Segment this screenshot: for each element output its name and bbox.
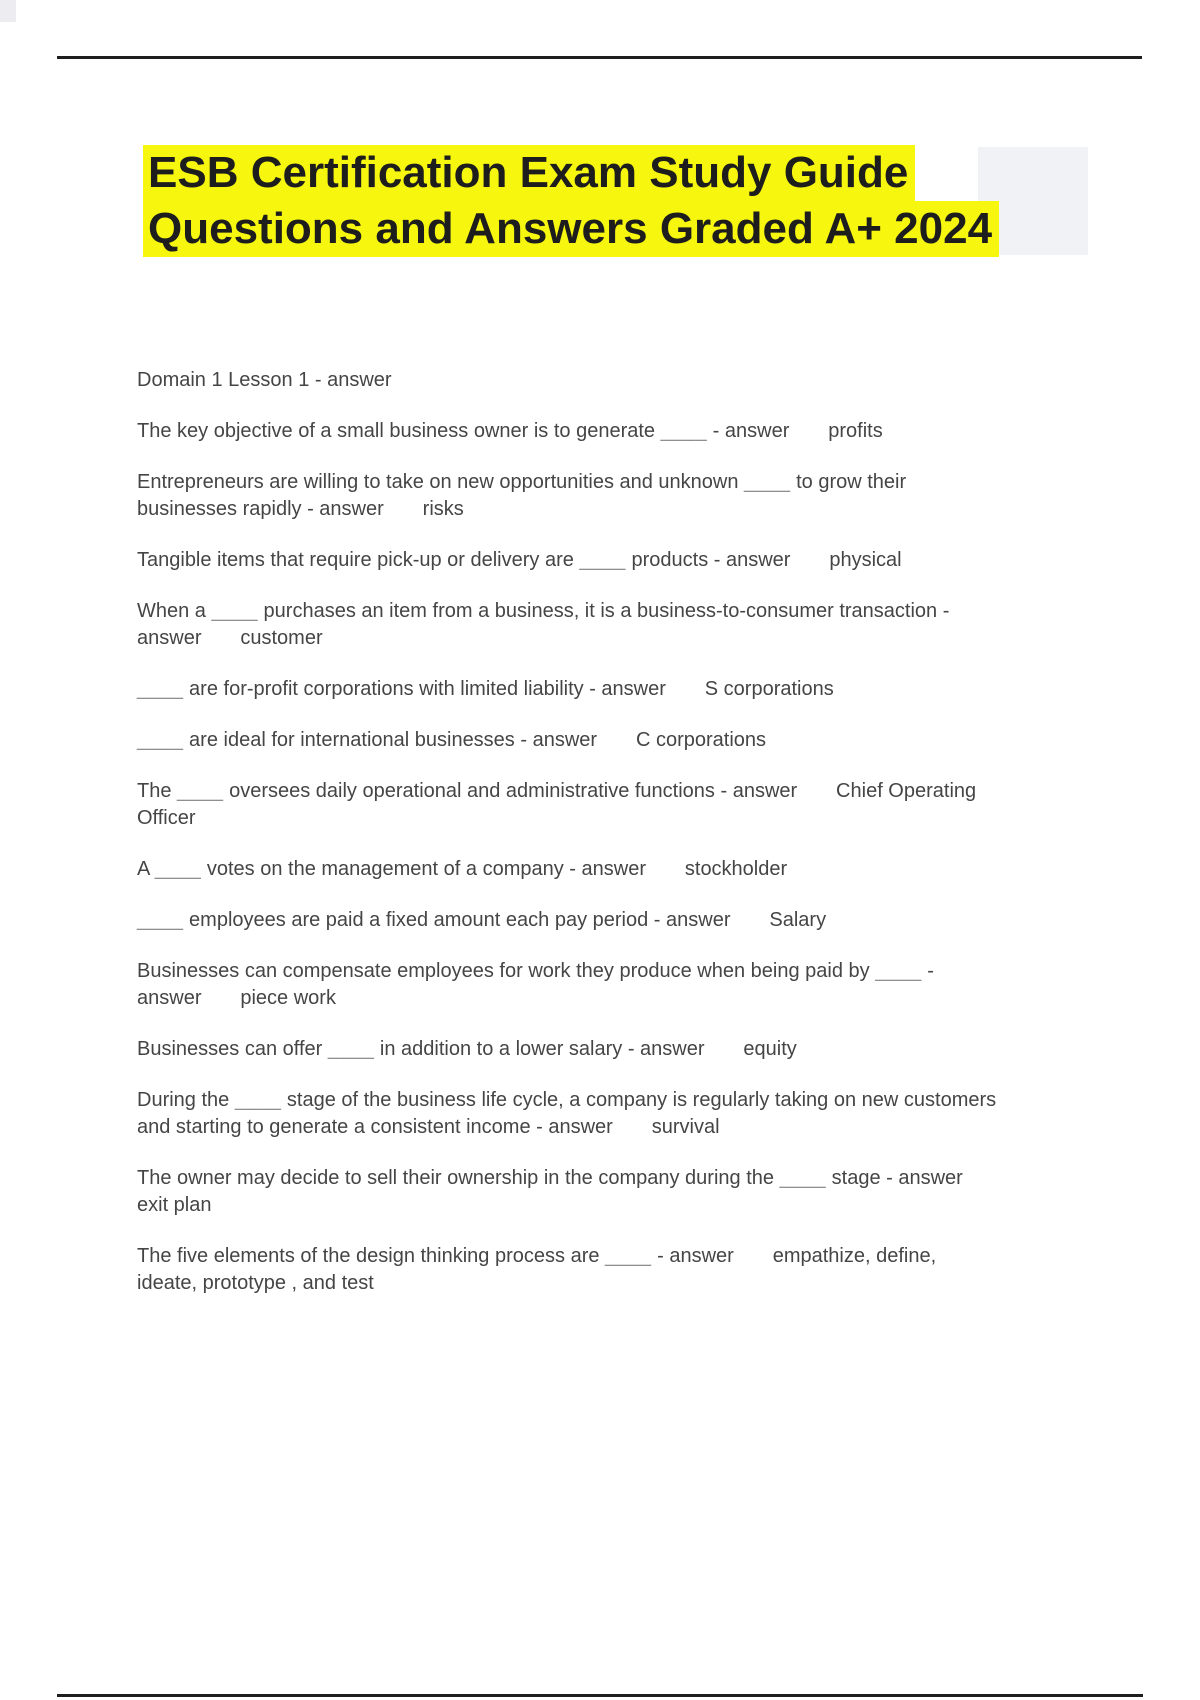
blank-underline: ____ [154, 858, 202, 880]
qa-paragraph: When a ____ purchases an item from a business, it is a business-to-consumer transaction - answer customer [137, 600, 955, 649]
qa-paragraph: A ____ votes on the management of a company - answer stockholder [137, 858, 788, 880]
qa-paragraph: Domain 1 Lesson 1 - answer [137, 369, 392, 391]
title-line-1: ESB Certification Exam Study Guide [143, 145, 915, 201]
blank-underline: ____ [137, 909, 184, 931]
bottom-rule [57, 1694, 1143, 1697]
blank-underline: ____ [744, 471, 791, 493]
qa-paragraph: During the ____ stage of the business life cycle, a company is regularly taking on new customers and starting to generate a consistent income - answer survival [137, 1089, 1002, 1138]
blank-underline: ____ [137, 729, 184, 751]
top-rule [57, 56, 1142, 59]
title-line-2: Questions and Answers Graded A+ 2024 [143, 201, 999, 257]
qa-paragraph: ____ employees are paid a fixed amount each pay period - answer Salary [137, 909, 827, 931]
blank-underline: ____ [875, 960, 922, 982]
qa-paragraph: The owner may decide to sell their ownership in the company during the ____ stage - answer exit plan [137, 1167, 1002, 1216]
qa-paragraph: Businesses can offer ____ in addition to a lower salary - answer equity [137, 1038, 797, 1060]
blank-underline: ____ [779, 1167, 827, 1189]
blank-underline: ____ [660, 420, 708, 442]
qa-paragraph: Tangible items that require pick-up or delivery are ____ products - answer physical [137, 549, 902, 571]
page-title [143, 145, 1123, 257]
blank-underline: ____ [579, 549, 626, 571]
blank-underline: ____ [137, 678, 184, 700]
qa-paragraph: Businesses can compensate employees for work they produce when being paid by ____ - answer piece work [137, 960, 940, 1009]
blank-underline: ____ [177, 780, 224, 802]
qa-paragraph: Entrepreneurs are willing to take on new opportunities and unknown ____ to grow their businesses rapidly - answer risks [137, 471, 912, 520]
blank-underline: ____ [234, 1089, 282, 1111]
qa-paragraph: The key objective of a small business owner is to generate ____ - answer profits [137, 420, 883, 442]
qa-content [137, 367, 1001, 1321]
qa-paragraph: ____ are ideal for international businesses - answer C corporations [137, 729, 767, 751]
blank-underline: ____ [605, 1245, 652, 1267]
qa-paragraph: The five elements of the design thinking process are ____ - answer empathize, define, ideate, prototype , and test [137, 1245, 942, 1294]
blank-underline: ____ [327, 1038, 375, 1060]
qa-paragraph: The ____ oversees daily operational and administrative functions - answer Chief Operating Officer [137, 780, 982, 829]
blank-underline: ____ [211, 600, 258, 622]
corner-artifact [0, 0, 16, 22]
qa-paragraph: ____ are for-profit corporations with limited liability - answer S corporations [137, 678, 834, 700]
